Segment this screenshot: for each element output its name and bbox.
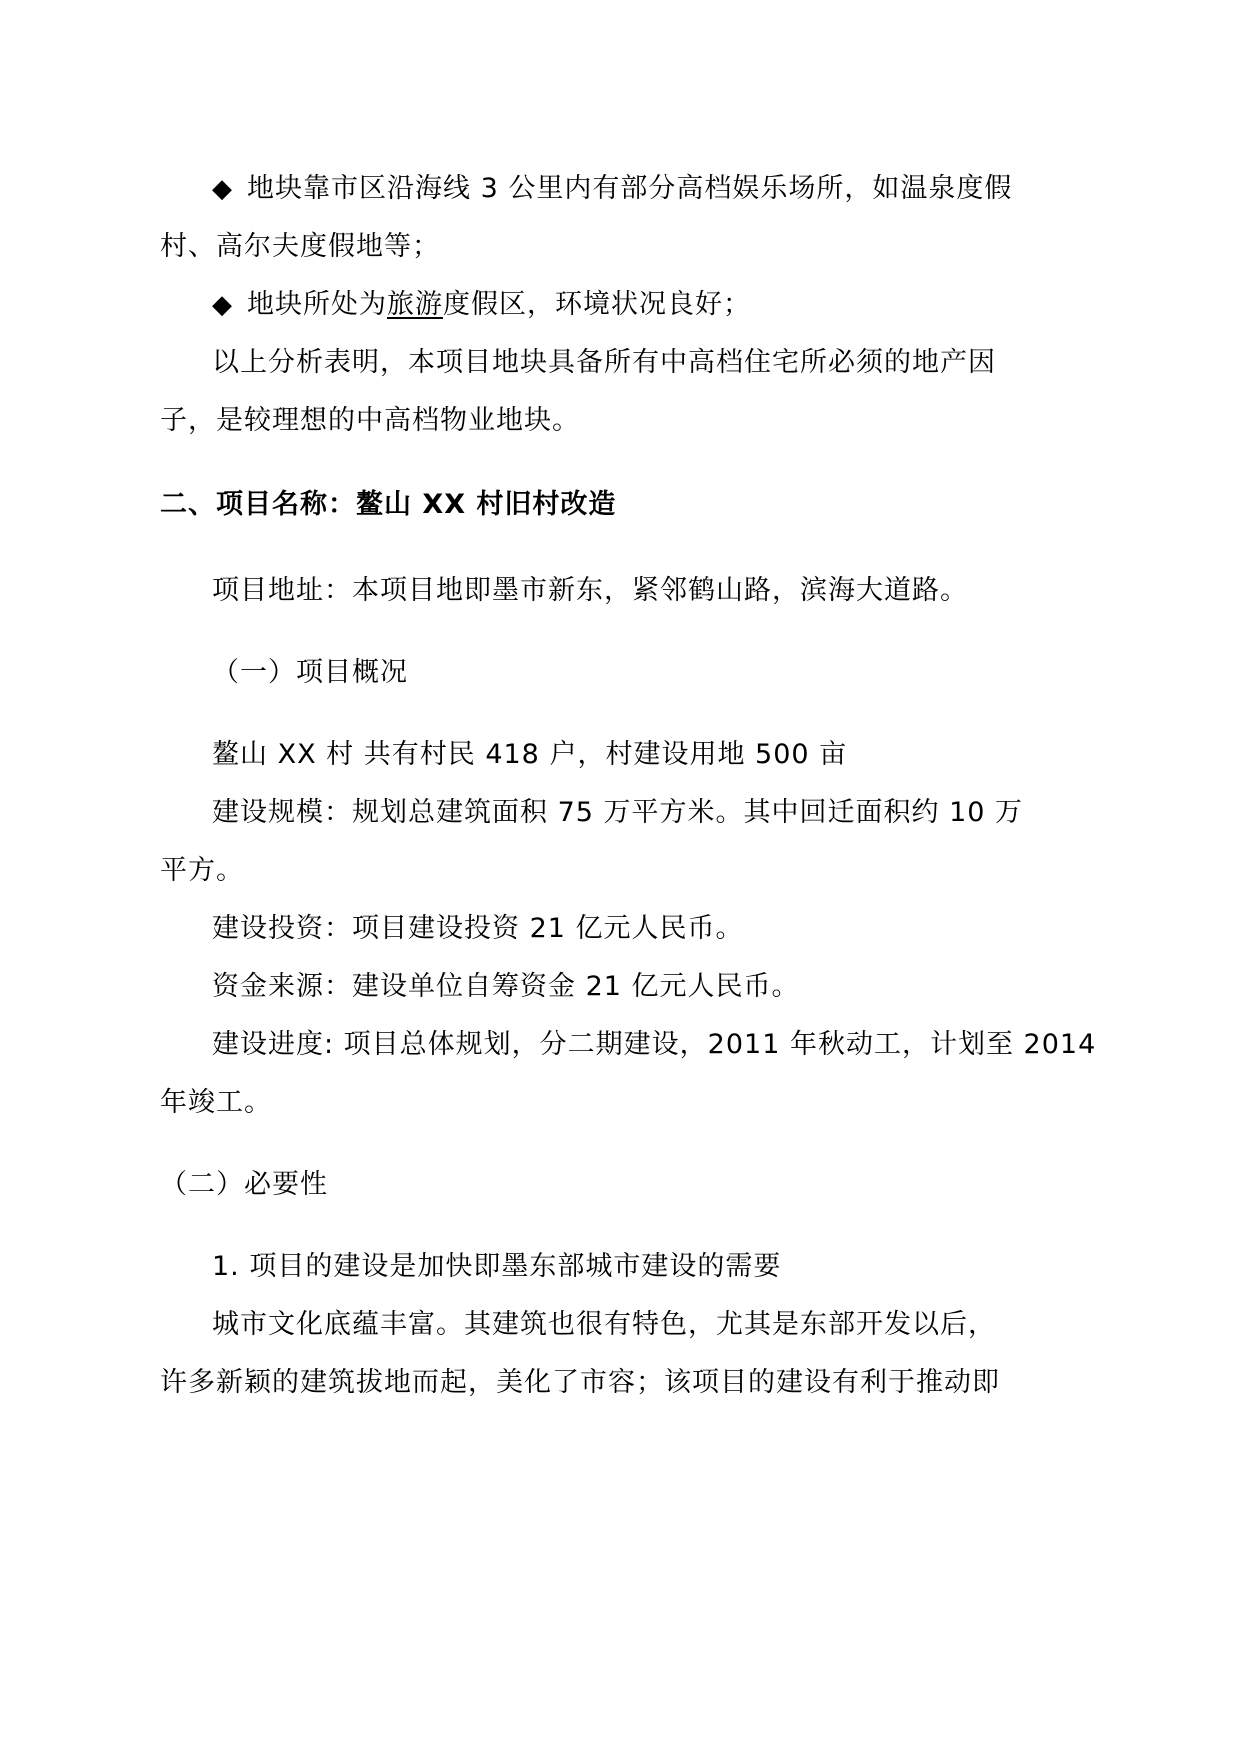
bullet-paragraph-1-line-2: 村、高尔夫度假地等； — [160, 231, 440, 262]
construction-progress-line-1: 建设进度: 项目总体规划，分二期建设，2011 年秋动工，计划至 2014 — [212, 1029, 1097, 1060]
construction-progress-line-2: 年竣工。 — [160, 1087, 272, 1118]
culture-paragraph-line-2: 许多新颖的建筑拔地而起，美化了市容；该项目的建设有利于推动即 — [160, 1367, 1000, 1398]
project-address: 项目地址：本项目地即墨市新东，紧邻鹤山路，滨海大道路。 — [212, 575, 968, 606]
construction-scale-line-2: 平方。 — [160, 855, 244, 886]
numbered-point-1: 1. 项目的建设是加快即墨东部城市建设的需要 — [212, 1251, 782, 1282]
section-heading-project-name: 二、项目名称：鳌山 XX 村旧村改造 — [160, 489, 617, 520]
conclusion-line-2: 子，是较理想的中高档物业地块。 — [160, 405, 580, 436]
bullet-paragraph-1-text: 地块靠市区沿海线 3 公里内有部分高档娱乐场所，如温泉度假 — [247, 173, 1013, 204]
bullet-paragraph-2 — [212, 288, 751, 322]
village-info: 鳌山 XX 村 共有村民 418 户，村建设用地 500 亩 — [212, 739, 848, 770]
conclusion-line-1: 以上分析表明，本项目地块具备所有中高档住宅所必须的地产因 — [212, 347, 996, 378]
bullet-paragraph-2-after: 度假区，环境状况良好； — [443, 289, 751, 320]
funding-source: 资金来源：建设单位自筹资金 21 亿元人民币。 — [212, 971, 800, 1002]
diamond-bullet-icon: ◆ — [212, 290, 233, 320]
bullet-paragraph-1-line-1 — [212, 172, 1012, 206]
diamond-bullet-icon: ◆ — [212, 174, 233, 204]
culture-paragraph-line-1: 城市文化底蕴丰富。其建筑也很有特色，尤其是东部开发以后， — [212, 1309, 996, 1340]
subheading-overview: （一）项目概况 — [212, 657, 408, 688]
underlined-text: 旅游 — [387, 289, 443, 320]
bullet-paragraph-2-before: 地块所处为 — [247, 289, 387, 320]
construction-scale-line-1: 建设规模：规划总建筑面积 75 万平方米。其中回迁面积约 10 万 — [212, 797, 1024, 828]
subheading-necessity: （二）必要性 — [160, 1169, 328, 1200]
construction-investment: 建设投资：项目建设投资 21 亿元人民币。 — [212, 913, 744, 944]
